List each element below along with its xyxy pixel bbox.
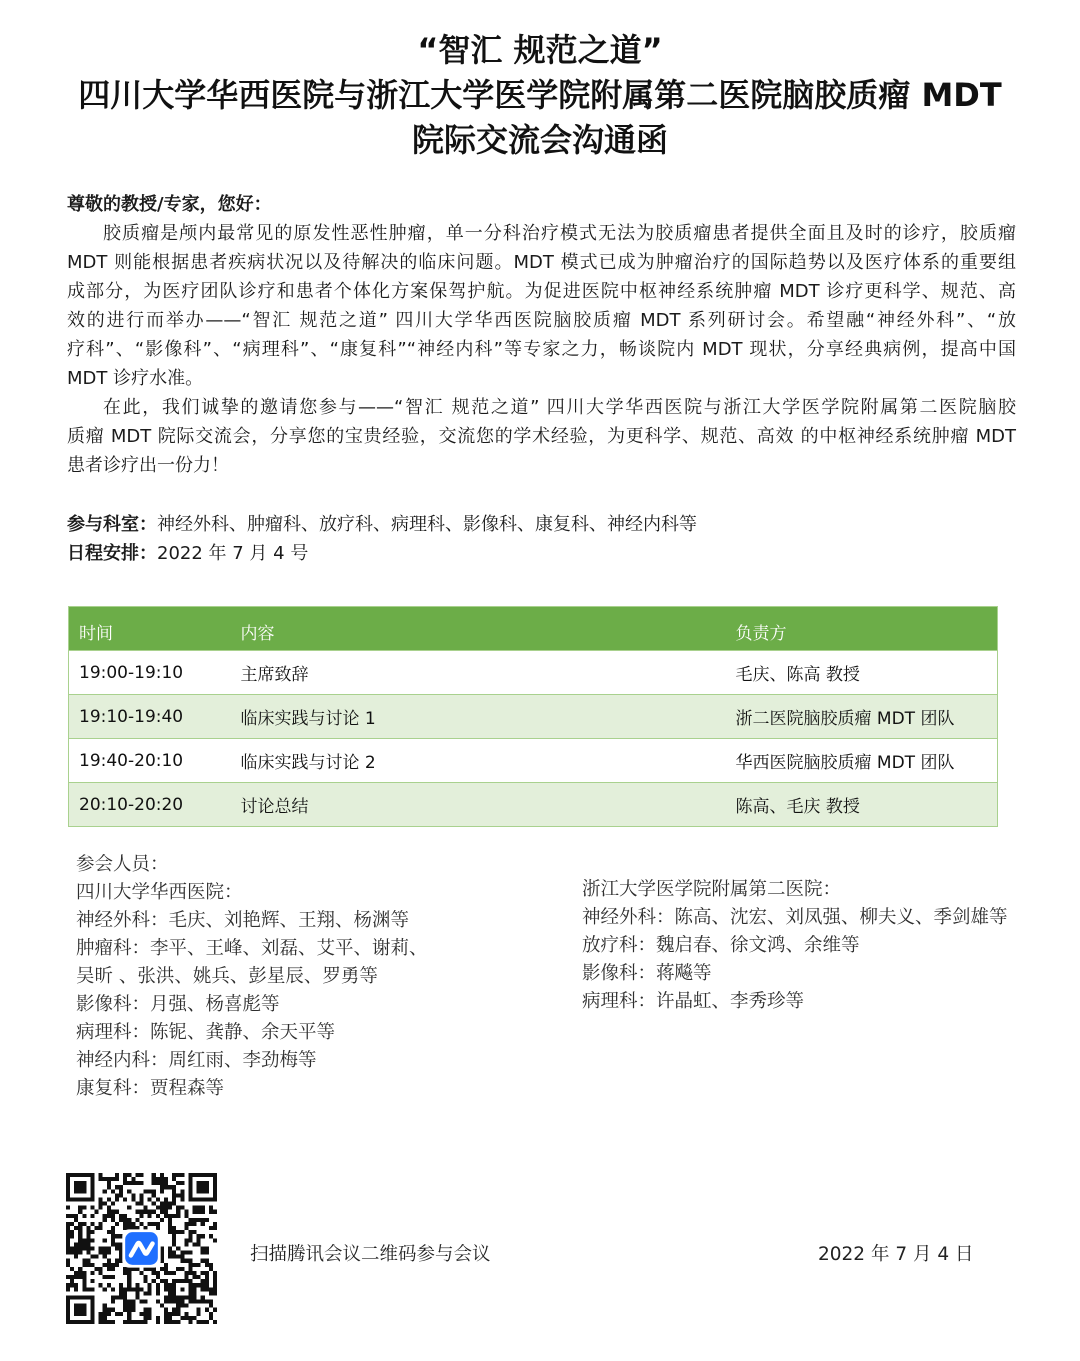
header-time: 时间: [69, 607, 231, 651]
schedule-label: 日程安排：: [67, 543, 157, 564]
paragraph-line: 患者诊疗出一份力！: [67, 455, 229, 476]
cell-owner: 毛庆、陈高 教授: [735, 665, 860, 685]
schedule-row: [67, 539, 1016, 568]
paragraph-line: 胶质瘤是颅内最常见的原发性恶性肿瘤，单一分科治疗模式无法为胶质瘤患者提供全面且及时的诊疗，胶质瘤: [103, 223, 1016, 244]
paragraph-line: 在此，我们诚挚的邀请您参与——“智汇 规范之道” 四川大学华西医院与浙江大学医学院附属第二医院脑胶: [103, 397, 1016, 418]
cell-content: 主席致辞: [240, 665, 309, 685]
greeting: 尊敬的教授/专家，您好：: [67, 194, 272, 215]
event-info: [67, 510, 1016, 568]
title-slogan: “智汇 规范之道”: [417, 31, 663, 69]
table-row: [69, 783, 998, 827]
table-header-row: [69, 607, 998, 651]
paragraph-line: 疗科”、“影像科”、“病理科”、“康复科”“神经内科”等专家之力，畅谈院内 MDT 现状，分享经典病例，提高中国: [67, 339, 1016, 360]
attendee-line: 神经外科：陈高、沈宏、刘凤强、柳夫义、季剑雄等: [582, 907, 1008, 928]
departments-row: [67, 510, 1016, 539]
cell-time: 20:10-20:20: [79, 794, 184, 815]
cell-content: 临床实践与讨论 2: [240, 753, 376, 773]
table-row: [69, 695, 998, 739]
table-row: [69, 651, 998, 695]
departments-label: 参与科室：: [67, 514, 157, 535]
qr-caption: 扫描腾讯会议二维码参与会议: [250, 1244, 491, 1265]
cell-time: 19:00-19:10: [79, 662, 184, 683]
cell-owner: 浙二医院脑胶质瘤 MDT 团队: [735, 709, 955, 729]
cell-owner: 陈高、毛庆 教授: [735, 797, 860, 817]
attendee-line: 神经内科：周红雨、李劲梅等: [76, 1050, 317, 1071]
agenda-table: [68, 606, 998, 827]
attendees-huaxi: [76, 851, 556, 1103]
attendee-line: 放疗科：魏启春、徐文鸿、余维等: [582, 935, 860, 956]
paragraph-intro: [67, 219, 1016, 393]
header-content: 内容: [231, 607, 726, 651]
cell-time: 19:10-19:40: [79, 706, 184, 727]
header-owner: 负责方: [726, 607, 998, 651]
letter-date: 2022 年 7 月 4 日: [818, 1244, 974, 1265]
title-main: 四川大学华西医院与浙江大学医学院附属第二医院脑胶质瘤 MDT: [78, 76, 1002, 114]
paragraph-line: MDT 则能根据患者疾病状况以及待解决的临床问题。MDT 模式已成为肿瘤治疗的国际趋势以及医疗体系的重要组: [67, 252, 1016, 273]
title-sub: 院际交流会沟通函: [411, 121, 668, 159]
cell-content: 讨论总结: [240, 797, 309, 817]
qr-code: [66, 1173, 217, 1324]
attendee-line: 病理科：许晶虹、李秀珍等: [582, 991, 805, 1012]
attendee-line: 肿瘤科：李平、王峰、刘磊、艾平、谢莉、: [76, 938, 428, 959]
hospital-name: 浙江大学医学院附属第二医院：: [582, 879, 842, 900]
schedule-value: 2022 年 7 月 4 号: [157, 543, 309, 564]
document-title: [0, 28, 1080, 163]
attendees-heading: 参会人员：: [76, 854, 169, 875]
attendee-line: 病理科：陈铌、龚静、余天平等: [76, 1022, 336, 1043]
hospital-name: 四川大学华西医院：: [76, 882, 243, 903]
paragraph-line: 质瘤 MDT 院际交流会，分享您的宝贵经验，交流您的学术经验，为更科学、规范、高效 的中枢神经系统肿瘤 MDT: [67, 426, 1016, 447]
attendees-zheer: [582, 876, 1052, 1016]
paragraph-invitation: [67, 393, 1016, 480]
attendee-line: 吴昕 、张洪、姚兵、彭星辰、罗勇等: [76, 966, 378, 987]
paragraph-line: 效的进行而举办——“智汇 规范之道” 四川大学华西医院脑胶质瘤 MDT 系列研讨会。希望融“神经外科”、“放: [67, 310, 1016, 331]
cell-time: 19:40-20:10: [79, 750, 184, 771]
table-row: [69, 739, 998, 783]
tencent-meeting-logo-icon: [122, 1229, 160, 1267]
letter-body: [67, 190, 1016, 480]
cell-owner: 华西医院脑胶质瘤 MDT 团队: [735, 753, 955, 773]
attendee-line: 神经外科：毛庆、刘艳辉、王翔、杨渊等: [76, 910, 410, 931]
attendee-line: 影像科：蒋飚等: [582, 963, 712, 984]
attendee-line: 影像科：月强、杨喜彪等: [76, 994, 280, 1015]
paragraph-line: MDT 诊疗水准。: [67, 368, 204, 389]
paragraph-line: 成部分，为医疗团队诊疗和患者个体化方案保驾护航。为促进医院中枢神经系统肿瘤 MDT 诊疗更科学、规范、高: [67, 281, 1016, 302]
attendee-line: 康复科：贾程森等: [76, 1078, 225, 1099]
cell-content: 临床实践与讨论 1: [240, 709, 376, 729]
departments-value: 神经外科、肿瘤科、放疗科、病理科、影像科、康复科、神经内科等: [157, 514, 697, 535]
